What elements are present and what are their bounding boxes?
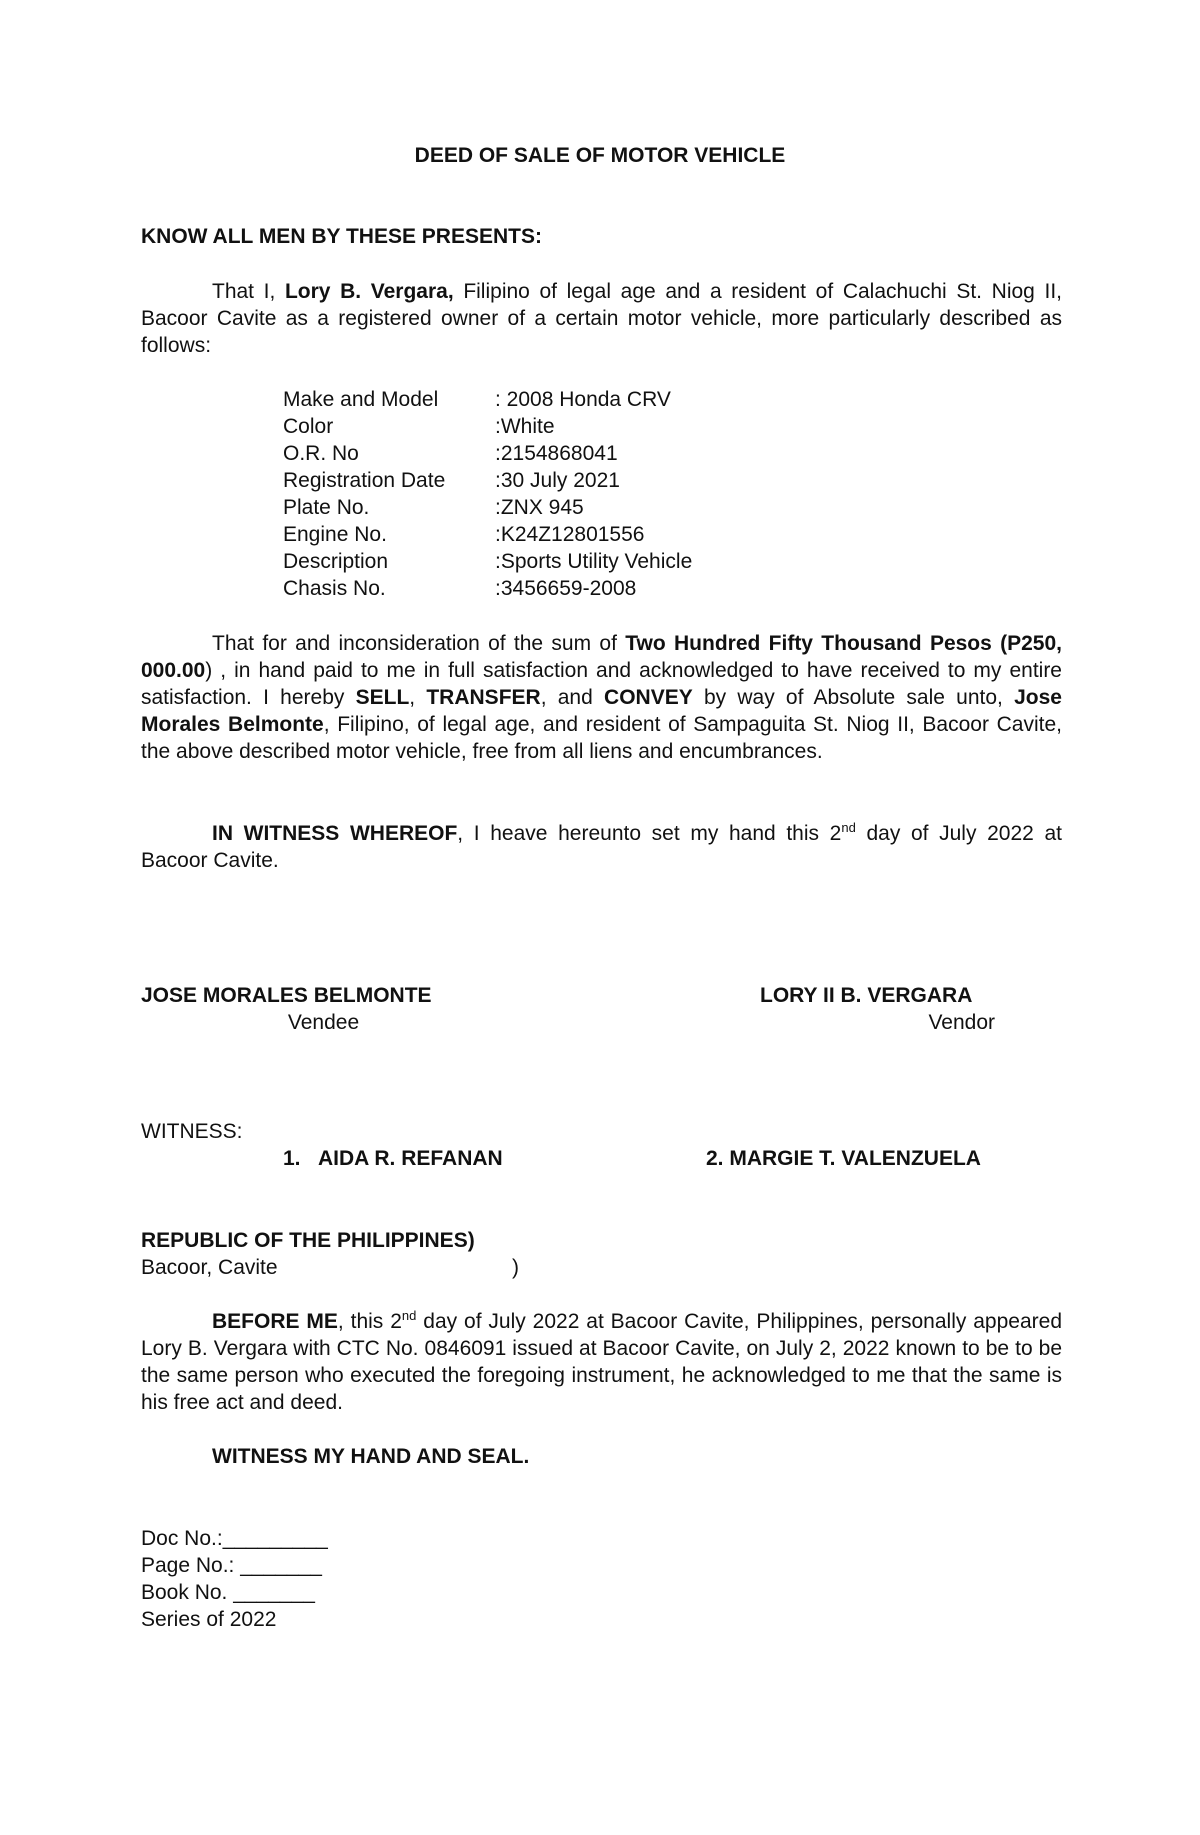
ordinal-suffix: nd xyxy=(401,1308,417,1323)
spec-value: :3456659-2008 xyxy=(495,577,637,600)
intro-paragraph xyxy=(141,278,1062,359)
witness-label: WITNESS: xyxy=(141,1120,243,1143)
document-title: DEED OF SALE OF MOTOR VEHICLE xyxy=(414,144,786,167)
spec-label: O.R. No xyxy=(283,442,359,465)
consideration-text-2: ) , in hand paid to me in full satisfaction and acknowledged to have received to my entire satisfaction. I hereby xyxy=(141,659,1062,709)
page-no: Page No.: _______ xyxy=(141,1554,322,1577)
consideration-paragraph xyxy=(141,630,1062,765)
convey-term: CONVEY xyxy=(604,686,693,709)
venue-paren: ) xyxy=(512,1256,519,1279)
seal-clause: WITNESS MY HAND AND SEAL. xyxy=(212,1445,530,1468)
book-no: Book No. _______ xyxy=(141,1581,315,1604)
sell-term: SELL xyxy=(355,686,410,709)
vendor-role: Vendor xyxy=(928,1011,995,1034)
witness-2-name: 2. MARGIE T. VALENZUELA xyxy=(706,1147,981,1170)
spec-label: Description xyxy=(283,550,389,573)
doc-no: Doc No.:_________ xyxy=(141,1527,328,1550)
witness-whereof-lead: IN WITNESS WHEREOF xyxy=(212,822,458,845)
consideration-text-1: That for and inconsideration of the sum of xyxy=(212,632,617,655)
consideration-text-3: by way of Absolute sale unto, xyxy=(703,686,1003,709)
spec-value: :ZNX 945 xyxy=(495,496,584,519)
vendor-name: LORY II B. VERGARA xyxy=(760,984,973,1007)
vendee-role: Vendee xyxy=(287,1011,360,1034)
owner-name: Lory B. Vergara, xyxy=(284,280,454,303)
spec-label: Plate No. xyxy=(283,496,370,519)
acknowledgment-paragraph xyxy=(141,1308,1062,1416)
venue-city: Bacoor, Cavite xyxy=(141,1256,278,1279)
spec-value: :2154868041 xyxy=(495,442,618,465)
preamble: KNOW ALL MEN BY THESE PRESENTS: xyxy=(141,225,542,248)
buyer-name: Jose Morales Belmonte xyxy=(141,686,1062,736)
spec-label: Chasis No. xyxy=(283,577,386,600)
witness-whereof-text-1: , I heave hereunto set my hand this 2 xyxy=(457,822,842,845)
spec-value: :K24Z12801556 xyxy=(495,523,645,546)
venue-country: REPUBLIC OF THE PHILIPPINES) xyxy=(141,1229,475,1252)
witness-1-number: 1. xyxy=(283,1147,301,1170)
intro-text-2: Filipino of legal age and a resident of Calachuchi St. Niog II, Bacoor Cavite as a registered owner of a certain motor vehicle, more particularly described as follows: xyxy=(141,280,1062,357)
vendee-name: JOSE MORALES BELMONTE xyxy=(141,984,432,1007)
separator: , and xyxy=(540,686,593,709)
transfer-term: TRANSFER xyxy=(426,686,541,709)
spec-value: :Sports Utility Vehicle xyxy=(495,550,693,573)
consideration-text-4: , Filipino, of legal age, and resident of Sampaguita St. Niog II, Bacoor Cavite, the above described motor vehicle, free from all liens and encumbrances. xyxy=(141,713,1062,763)
amount: Two Hundred Fifty Thousand Pesos (P250, 000.00 xyxy=(141,632,1063,682)
spec-value: :30 July 2021 xyxy=(495,469,620,492)
witness-1-name: AIDA R. REFANAN xyxy=(318,1147,503,1170)
spec-value: :White xyxy=(495,415,555,438)
separator: , xyxy=(409,686,416,709)
series: Series of 2022 xyxy=(141,1608,277,1631)
witness-whereof-paragraph xyxy=(141,820,1062,874)
intro-text-1: That I, xyxy=(212,280,276,303)
spec-value: : 2008 Honda CRV xyxy=(495,388,671,411)
before-me-lead: BEFORE ME xyxy=(212,1310,338,1333)
acknowledgment-text-2: day of July 2022 at Bacoor Cavite, Philippines, personally appeared Lory B. Vergara with CTC No. 0846091 issued at Bacoor Cavite, on July 2, 2022 known to be to be the same person who executed the foregoing instrument, he acknowledged to me that the same is his free act and deed. xyxy=(141,1310,1062,1414)
spec-label: Registration Date xyxy=(283,469,446,492)
ordinal-suffix: nd xyxy=(841,820,856,835)
spec-label: Engine No. xyxy=(283,523,387,546)
acknowledgment-text-1: , this 2 xyxy=(337,1310,402,1333)
witness-whereof-text-2: day of July 2022 at Bacoor Cavite. xyxy=(141,822,1062,872)
spec-label: Color xyxy=(283,415,334,438)
spec-label: Make and Model xyxy=(283,388,439,411)
